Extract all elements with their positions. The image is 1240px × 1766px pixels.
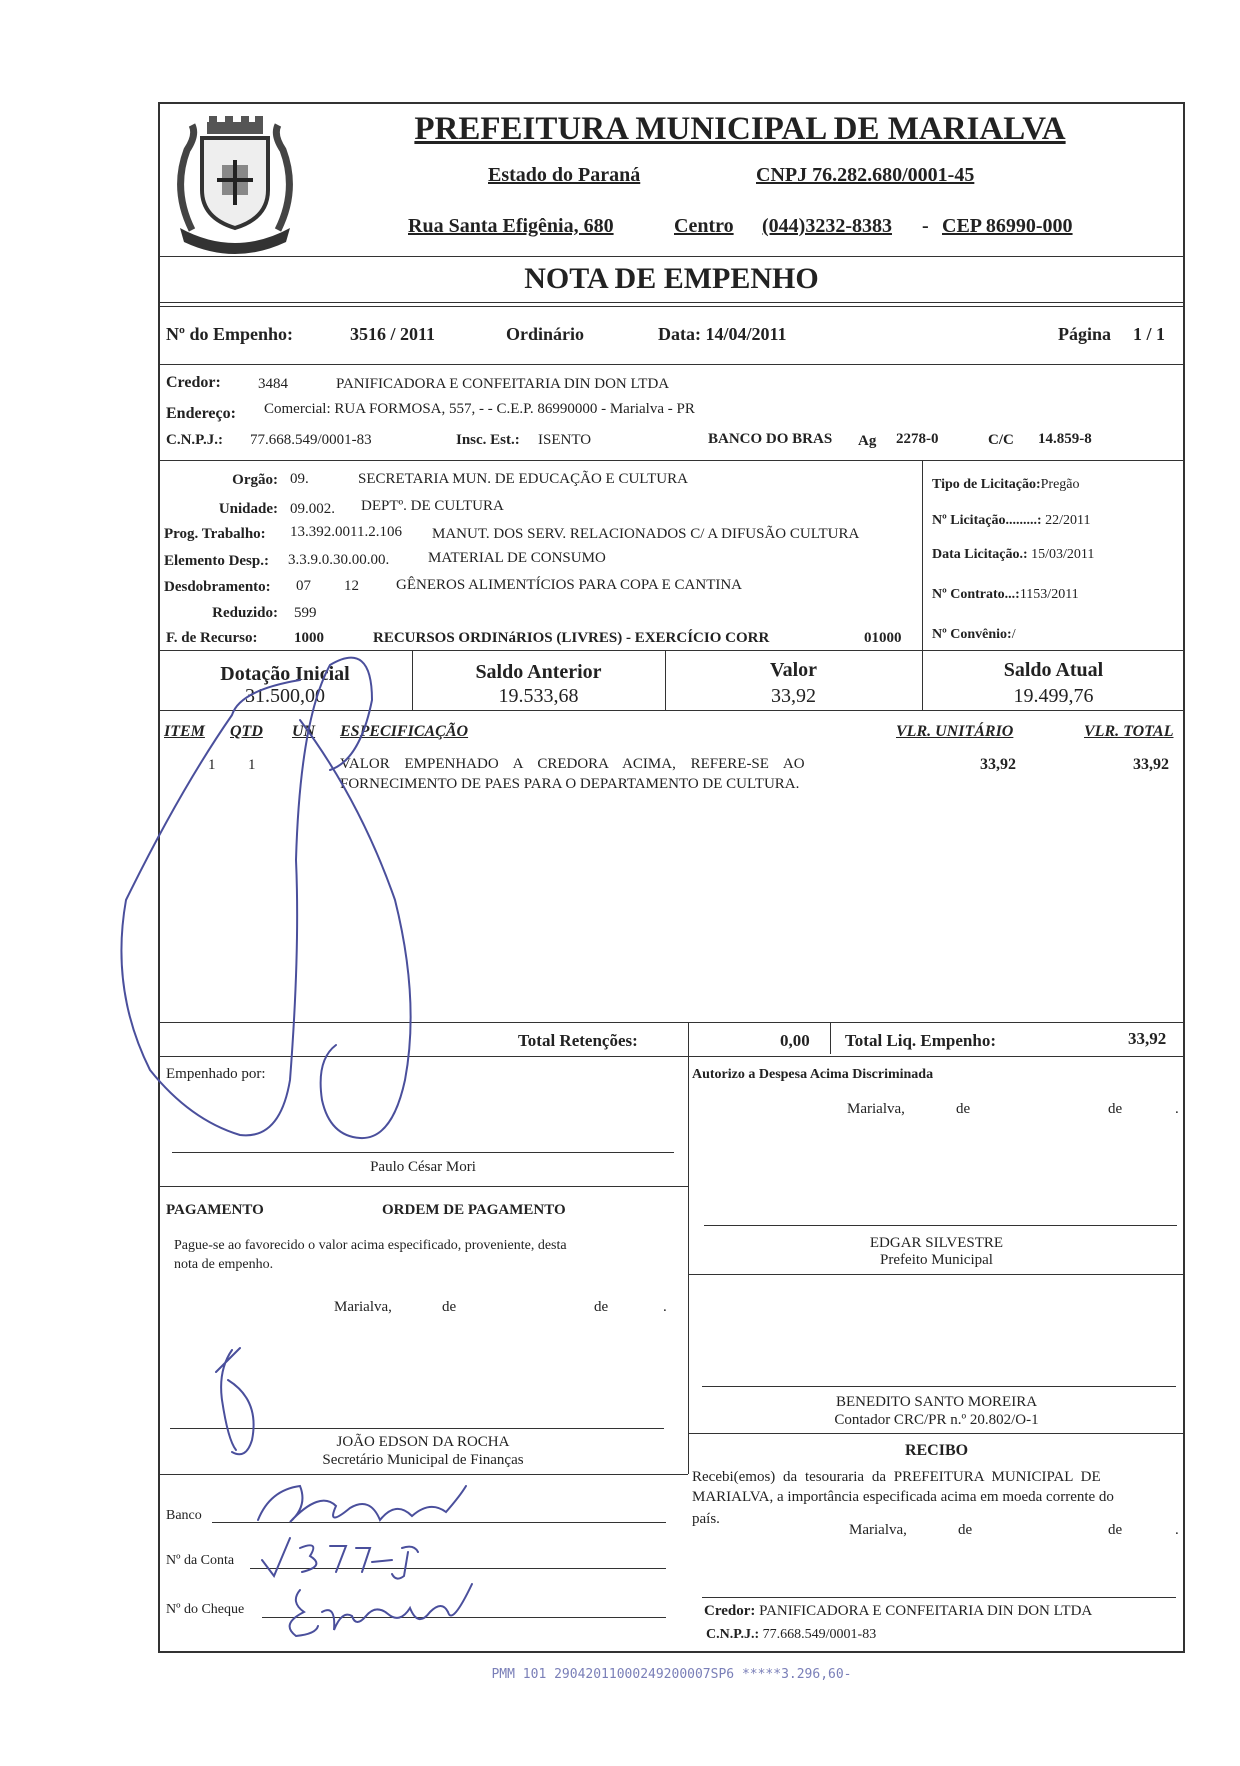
recibo-cnpj-label: C.N.P.J.: [706,1627,760,1642]
fonte-number: 01000 [864,630,902,646]
elemento-name: MATERIAL DE CONSUMO [428,550,606,566]
licitacao-number-value: 22/2011 [1045,513,1091,528]
licitacao-date-label: Data Licitação.: [932,547,1028,562]
prog-code: 13.392.0011.2.106 [290,524,402,540]
dotacao-value: 31.500,00 [245,685,325,707]
autorizo-de2: de [1108,1101,1123,1117]
account-value: 14.859-8 [1038,431,1092,447]
footer-code: PMM 101 29042011000249200007SP6 *****3.296,60- [491,1667,852,1682]
fonte-code: 1000 [294,630,324,646]
item-number: 1 [208,757,216,773]
pagamento-de2: de [594,1299,609,1315]
tipo-licitacao-label: Tipo de Licitação: [932,477,1041,492]
liquido-value: 33,92 [1128,1029,1167,1048]
cep-text: CEP 86990-000 [942,215,1073,237]
empenho-label: Nº do Empenho: [166,324,293,344]
cheque-label: Nº do Cheque [166,1602,245,1617]
licitacao-date-value: 15/03/2011 [1031,547,1095,562]
signature-line [702,1386,1176,1387]
coat-of-arms-icon [162,110,308,256]
cnpj-text: CNPJ 76.282.680/0001-45 [756,164,975,186]
autorizo-dot: . [1175,1101,1179,1117]
state-text: Estado do Paraná [488,164,641,186]
col-total-header: VLR. TOTAL [1084,723,1174,740]
fonte-name: RECURSOS ORDINáRIOS (LIVRES) - EXERCÍCIO CORR [373,630,770,646]
recibo-credor-name: PANIFICADORA E CONFEITARIA DIN DON LTDA [759,1603,1093,1619]
item-spec-line1: VALOR EMPENHADO A CREDORA ACIMA, REFERE-SE AO [340,756,805,772]
recibo-de2: de [1108,1522,1123,1538]
liquido-label: Total Liq. Empenho: [845,1031,996,1050]
insc-value: ISENTO [538,432,592,448]
credor-name: PANIFICADORA E CONFEITARIA DIN DON LTDA [336,376,670,392]
prog-name: MANUT. DOS SERV. RELACIONADOS C/ A DIFUSÃO CULTURA [432,526,860,542]
recibo-text1: Recebi(emos) da tesouraria da PREFEITURA MUNICIPAL DE [692,1469,1101,1485]
agency-value: 2278-0 [896,431,939,447]
ordem-pagamento-label: ORDEM DE PAGAMENTO [382,1202,566,1218]
signature-line [702,1597,1176,1598]
divider [158,460,1185,461]
contrato-label: Nº Contrato...: [932,587,1020,602]
divider [158,710,1185,711]
divider [158,306,1185,307]
credor-code: 3484 [258,376,288,392]
credor-label: Credor: [166,374,221,391]
fonte-label: F. de Recurso: [166,630,258,646]
prefeito-role: Prefeito Municipal [880,1252,993,1268]
divider [830,1022,831,1054]
divider [158,1022,1185,1023]
page-number: 1 / 1 [1133,324,1166,344]
dotacao-label: Dotação Inicial [220,663,350,685]
unidade-name: DEPTº. DE CULTURA [361,498,504,514]
reduzido-label: Reduzido: [212,605,278,621]
phone-text: (044)3232-8383 [762,215,892,237]
reduzido-value: 599 [294,605,317,621]
recibo-dot: . [1175,1522,1179,1538]
elemento-label: Elemento Desp.: [164,553,269,569]
pagamento-de1: de [442,1299,457,1315]
convenio-label: Nº Convênio: [932,627,1012,642]
divider [158,1186,688,1187]
secretario-name: JOÃO EDSON DA ROCHA [336,1434,510,1450]
prefeito-name: EDGAR SILVESTRE [869,1235,1004,1251]
page-title: PREFEITURA MUNICIPAL DE MARIALVA [414,111,1066,147]
signature-line [172,1152,674,1153]
recibo-credor-label: Credor: [704,1603,756,1619]
col-item-header: ITEM [164,723,205,740]
item-qtd: 1 [248,757,256,773]
insc-label: Insc. Est.: [456,432,520,448]
licitacao-number-label: Nº Licitação.........: [932,513,1042,528]
desdobramento-sub: 12 [344,578,359,594]
empenho-type: Ordinário [506,324,585,344]
pagamento-city: Marialva, [334,1299,392,1315]
signature-line [170,1428,664,1429]
col-un-header: UN [292,723,316,740]
divider [158,650,1185,651]
elemento-code: 3.3.9.0.30.00.00. [288,552,390,568]
divider [158,302,1185,303]
col-qtd-header: QTD [230,723,263,740]
pagamento-dot: . [663,1299,667,1315]
orgao-code: 09. [290,471,309,487]
address-label: Endereço: [166,405,236,422]
divider [922,460,923,650]
empenhado-name: Paulo César Mori [370,1159,476,1175]
item-spec-line2: FORNECIMENTO DE PAES PARA O DEPARTAMENTO DE CULTURA. [340,776,800,792]
autorizo-label: Autorizo a Despesa Acima Discriminada [692,1067,934,1082]
recibo-text3: país. [692,1511,720,1527]
orgao-name: SECRETARIA MUN. DE EDUCAÇÃO E CULTURA [358,471,688,487]
desdobramento-code: 07 [296,578,311,594]
valor-value: 33,92 [771,685,816,707]
contador-role: Contador CRC/PR n.º 20.802/O-1 [834,1412,1039,1428]
page-label: Página [1058,324,1112,344]
contrato-value: 1153/2011 [1019,587,1079,602]
recibo-title: RECIBO [904,1442,969,1459]
item-total-value: 33,92 [1133,756,1169,773]
cheque-line [262,1617,666,1618]
conta-line [250,1568,666,1569]
divider [688,1274,1185,1275]
divider [688,1433,1185,1434]
valor-label: Valor [769,659,818,681]
saldo-anterior-value: 19.533,68 [498,685,579,707]
prog-label: Prog. Trabalho: [164,526,266,542]
banco-label: Banco [166,1508,202,1523]
divider [158,1474,688,1475]
divider [158,364,1185,365]
divider [158,1056,1185,1057]
conta-label: Nº da Conta [166,1553,235,1568]
autorizo-de1: de [956,1101,971,1117]
bank-name: BANCO DO BRAS [708,431,833,447]
desdobramento-label: Desdobramento: [164,579,271,595]
tipo-licitacao-value: Pregão [1040,477,1080,492]
recibo-cnpj-value: 77.668.549/0001-83 [762,1627,877,1642]
signature-line [704,1225,1177,1226]
empenho-date: Data: 14/04/2011 [658,324,787,344]
saldo-anterior-label: Saldo Anterior [475,661,602,683]
pagamento-text1: Pague-se ao favorecido o valor acima especificado, proveniente, desta [174,1238,567,1253]
contador-name: BENEDITO SANTO MOREIRA [835,1394,1038,1410]
saldo-atual-value: 19.499,76 [1013,685,1094,707]
convenio-value: / [1011,627,1016,642]
secretario-role: Secretário Municipal de Finanças [322,1452,524,1468]
account-label: C/C [988,432,1014,448]
district-text: Centro [674,215,734,237]
divider [158,256,1185,257]
credor-address: Comercial: RUA FORMOSA, 557, - - C.E.P. 86990000 - Marialva - PR [264,401,695,417]
separator-text: - [922,215,929,237]
recibo-de1: de [958,1522,973,1538]
address-text: Rua Santa Efigênia, 680 [408,215,614,237]
empenho-number: 3516 / 2011 [350,324,436,344]
empenhado-label: Empenhado por: [166,1066,266,1082]
saldo-atual-label: Saldo Atual [1003,659,1104,681]
unidade-label: Unidade: [218,501,278,517]
recibo-text2: MARIALVA, a importância especificada acima em moeda corrente do [692,1489,1114,1505]
credor-cnpj: 77.668.549/0001-83 [250,432,372,448]
autorizo-city: Marialva, [847,1101,905,1117]
retencoes-label: Total Retenções: [518,1031,638,1050]
cnpj-label: C.N.P.J.: [166,432,223,448]
item-unit-value: 33,92 [980,756,1016,773]
retencoes-value: 0,00 [780,1031,810,1050]
pagamento-text2: nota de empenho. [174,1257,274,1272]
pagamento-label: PAGAMENTO [166,1202,264,1218]
unidade-code: 09.002. [290,501,335,517]
orgao-label: Orgão: [232,472,278,488]
agency-label: Ag [858,433,877,449]
col-spec-header: ESPECIFICAÇÃO [340,723,469,740]
col-unit-header: VLR. UNITÁRIO [896,723,1014,740]
document-title: NOTA DE EMPENHO [524,262,819,295]
recibo-city: Marialva, [849,1522,907,1538]
desdobramento-name: GÊNEROS ALIMENTÍCIOS PARA COPA E CANTINA [396,577,743,593]
banco-line [212,1522,666,1523]
